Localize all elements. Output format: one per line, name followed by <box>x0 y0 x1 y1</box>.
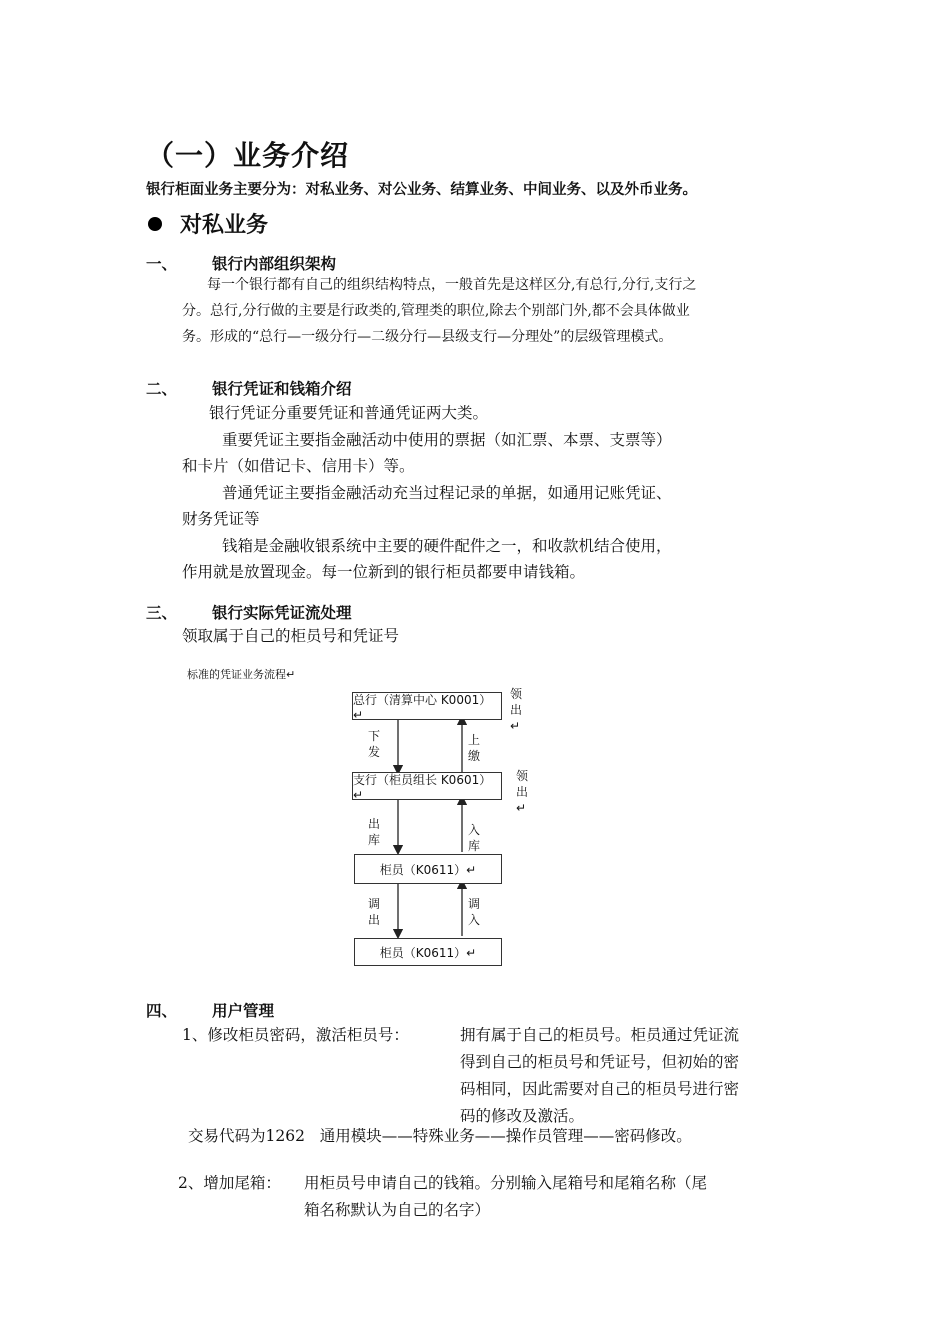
section-3-heading <box>146 601 352 623</box>
section-1-body <box>182 272 822 350</box>
section-4-number: 四、 <box>146 1001 178 1020</box>
section-3-title: 银行实际凭证流处理 <box>212 603 352 622</box>
paragraph-line: 分。总行,分行做的主要是行政类的,管理类的职位,除去个别部门外,都不会具体做业 <box>182 303 690 319</box>
section-3-line: 领取属于自己的柜员号和凭证号 <box>182 627 400 645</box>
paragraph-line: 务。形成的“总行—一级分行—二级分行—县级支行—分理处”的层级管理模式。 <box>182 329 673 345</box>
flow-box-sub-branch: 支行（柜员组长 K0601）↵ <box>352 772 502 800</box>
down-label-3: 调出 <box>368 897 381 927</box>
intro-text: 银行柜面业务主要分为：对私业务、对公业务、结算业务、中间业务、以及外币业务。 <box>146 181 697 198</box>
paragraph-line: 箱名称默认为自己的名字） <box>304 1201 491 1219</box>
paragraph-line: 重要凭证主要指金融活动中使用的票据（如汇票、本票、支票等） <box>222 430 672 449</box>
side-label-1: 领出↵ <box>510 687 523 733</box>
item-2-body <box>304 1170 814 1224</box>
down-label-1: 下发 <box>368 729 381 759</box>
section-3-number: 三、 <box>146 603 178 622</box>
section-1-title: 银行内部组织架构 <box>212 254 337 273</box>
paragraph-line: 财务凭证等 <box>182 510 260 528</box>
section-1-heading <box>146 252 336 274</box>
side-label-2: 领出↵ <box>516 769 529 815</box>
item-1-label: 1、修改柜员密码，激活柜员号： <box>182 1026 409 1044</box>
section-2-number: 二、 <box>146 379 178 398</box>
paragraph-line: 银行凭证分重要凭证和普通凭证两大类。 <box>209 404 489 422</box>
trade-code-line: 交易代码为1262 通用模块——特殊业务——操作员管理——密码修改。 <box>188 1127 692 1145</box>
up-label-2: 入库 <box>468 823 481 853</box>
up-label-1: 上缴 <box>468 733 481 763</box>
paragraph-line: 码的修改及激活。 <box>460 1107 585 1125</box>
section-2-body <box>182 400 822 586</box>
up-label-3: 调入 <box>468 897 481 927</box>
paragraph-line: 拥有属于自己的柜员号。柜员通过凭证流 <box>460 1026 740 1044</box>
paragraph-line: 和卡片（如借记卡、信用卡）等。 <box>182 457 415 475</box>
bullet-heading-text: 对私业务 <box>180 212 269 238</box>
flowchart <box>340 680 550 970</box>
flow-box-teller-2: 柜员（K0611）↵ <box>354 938 502 966</box>
paragraph-line: 钱箱是金融收银系统中主要的硬件配件之一，和收款机结合使用， <box>222 536 672 555</box>
paragraph-line: 得到自己的柜员号和凭证号，但初始的密 <box>460 1053 740 1071</box>
paragraph-line: 每一个银行都有自己的组织结构特点，一般首先是这样区分,有总行,分行,支行之 <box>207 277 697 293</box>
bullet-dot-icon <box>148 217 162 231</box>
paragraph-line: 码相同，因此需要对自己的柜员号进行密 <box>460 1080 740 1098</box>
page-title: （一）业务介绍 <box>146 139 350 172</box>
flow-box-teller: 柜员（K0611）↵ <box>354 854 502 884</box>
down-label-2: 出库 <box>368 817 381 847</box>
section-4-heading <box>146 999 274 1021</box>
section-2-title: 银行凭证和钱箱介绍 <box>212 379 352 398</box>
paragraph-line: 普通凭证主要指金融活动充当过程记录的单据，如通用记账凭证、 <box>222 483 672 502</box>
flow-box-head-office: 总行（清算中心 K0001）↵ <box>352 692 502 720</box>
paragraph-line: 用柜员号申请自己的钱箱。分别输入尾箱号和尾箱名称（尾 <box>304 1174 708 1192</box>
item-1-body <box>460 1022 810 1130</box>
flowchart-title: 标准的凭证业务流程↵ <box>187 668 296 681</box>
item-2-label: 2、增加尾箱： <box>178 1174 281 1192</box>
section-2-heading <box>146 377 352 399</box>
bullet-heading <box>146 208 268 239</box>
section-1-number: 一、 <box>146 254 178 273</box>
paragraph-line: 作用就是放置现金。每一位新到的银行柜员都要申请钱箱。 <box>182 563 586 581</box>
section-4-title: 用户管理 <box>212 1001 275 1020</box>
